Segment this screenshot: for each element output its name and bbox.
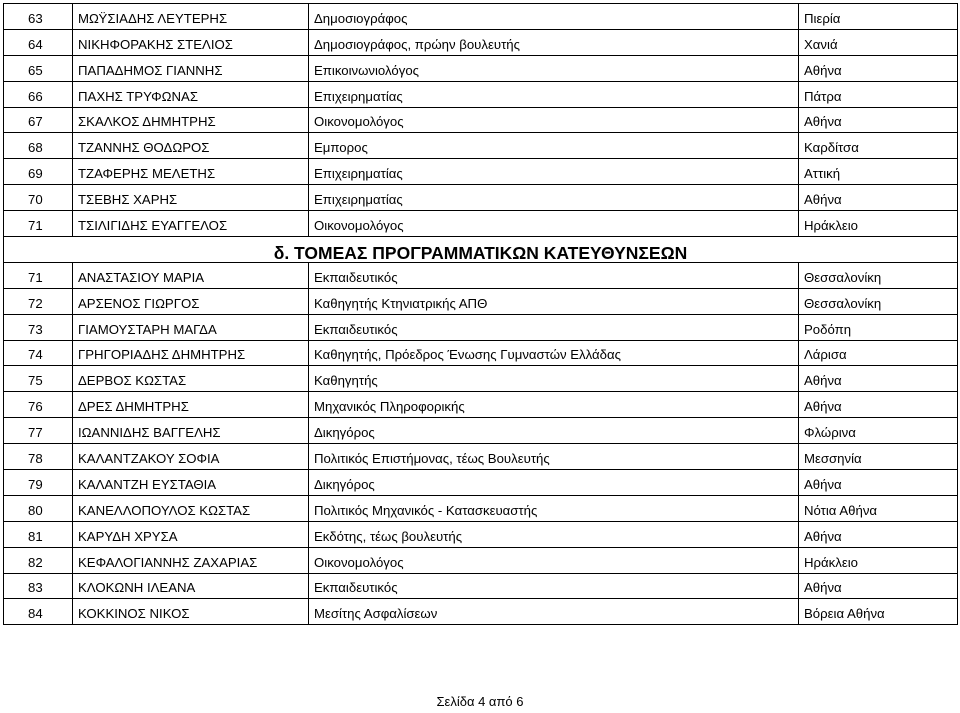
row-number: 75 <box>4 366 73 392</box>
table-row <box>4 521 958 547</box>
row-number: 82 <box>4 547 73 573</box>
row-number: 69 <box>4 159 73 185</box>
row-number: 81 <box>4 521 73 547</box>
person-name: ΚΟΚΚΙΝΟΣ ΝΙΚΟΣ <box>73 599 309 625</box>
row-number: 70 <box>4 185 73 211</box>
table-row <box>4 392 958 418</box>
row-number: 79 <box>4 470 73 496</box>
person-name: ΤΖΑΦΕΡΗΣ ΜΕΛΕΤΗΣ <box>73 159 309 185</box>
person-name: ΚΕΦΑΛΟΓΙΑΝΝΗΣ ΖΑΧΑΡΙΑΣ <box>73 547 309 573</box>
person-name: ΚΛΟΚΩΝΗ ΙΛΕΑΝΑ <box>73 573 309 599</box>
table-row <box>4 340 958 366</box>
table-row <box>4 495 958 521</box>
region: Θεσσαλονίκη <box>799 288 958 314</box>
table-row <box>4 107 958 133</box>
row-number: 71 <box>4 211 73 237</box>
person-name: ΜΩΫΣΙΑΔΗΣ ΛΕΥΤΕΡΗΣ <box>73 4 309 30</box>
occupation: Μηχανικός Πληροφορικής <box>309 392 799 418</box>
occupation: Επιχειρηματίας <box>309 159 799 185</box>
table-row <box>4 262 958 288</box>
row-number: 83 <box>4 573 73 599</box>
candidates-table <box>3 3 958 625</box>
region: Πιερία <box>799 4 958 30</box>
table-row <box>4 573 958 599</box>
occupation: Εκπαιδευτικός <box>309 262 799 288</box>
table-row <box>4 470 958 496</box>
row-number: 72 <box>4 288 73 314</box>
occupation: Δικηγόρος <box>309 418 799 444</box>
row-number: 77 <box>4 418 73 444</box>
person-name: ΤΣΕΒΗΣ ΧΑΡΗΣ <box>73 185 309 211</box>
occupation: Επιχειρηματίας <box>309 81 799 107</box>
row-number: 65 <box>4 55 73 81</box>
occupation: Πολιτικός Μηχανικός - Κατασκευαστής <box>309 495 799 521</box>
region: Χανιά <box>799 29 958 55</box>
occupation: Δικηγόρος <box>309 470 799 496</box>
table-row <box>4 185 958 211</box>
region: Πάτρα <box>799 81 958 107</box>
row-number: 78 <box>4 444 73 470</box>
region: Αθήνα <box>799 573 958 599</box>
row-number: 73 <box>4 314 73 340</box>
region: Μεσσηνία <box>799 444 958 470</box>
occupation: Καθηγητής, Πρόεδρος Ένωσης Γυμναστών Ελλάδας <box>309 340 799 366</box>
table-row <box>4 418 958 444</box>
occupation: Οικονομολόγος <box>309 547 799 573</box>
row-number: 67 <box>4 107 73 133</box>
region: Αθήνα <box>799 107 958 133</box>
section-heading: δ. ΤΟΜΕΑΣ ΠΡΟΓΡΑΜΜΑΤΙΚΩΝ ΚΑΤΕΥΘΥΝΣΕΩΝ <box>4 237 958 263</box>
person-name: ΑΝΑΣΤΑΣΙΟΥ ΜΑΡΙΑ <box>73 262 309 288</box>
region: Αττική <box>799 159 958 185</box>
table-row <box>4 81 958 107</box>
person-name: ΓΡΗΓΟΡΙΑΔΗΣ ΔΗΜΗΤΡΗΣ <box>73 340 309 366</box>
candidates-table-body <box>4 4 958 625</box>
region: Αθήνα <box>799 392 958 418</box>
person-name: ΔΡΕΣ ΔΗΜΗΤΡΗΣ <box>73 392 309 418</box>
table-row <box>4 366 958 392</box>
occupation: Δημοσιογράφος <box>309 4 799 30</box>
occupation: Πολιτικός Επιστήμονας, τέως Βουλευτής <box>309 444 799 470</box>
region: Ροδόπη <box>799 314 958 340</box>
row-number: 66 <box>4 81 73 107</box>
table-row <box>4 547 958 573</box>
region: Βόρεια Αθήνα <box>799 599 958 625</box>
person-name: ΣΚΑΛΚΟΣ ΔΗΜΗΤΡΗΣ <box>73 107 309 133</box>
person-name: ΑΡΣΕΝΟΣ ΓΙΩΡΓΟΣ <box>73 288 309 314</box>
page-number-label: Σελίδα 4 από 6 <box>436 694 524 709</box>
person-name: ΔΕΡΒΟΣ ΚΩΣΤΑΣ <box>73 366 309 392</box>
row-number: 80 <box>4 495 73 521</box>
table-row <box>4 29 958 55</box>
region: Καρδίτσα <box>799 133 958 159</box>
region: Αθήνα <box>799 185 958 211</box>
person-name: ΝΙΚΗΦΟΡΑΚΗΣ ΣΤΕΛΙΟΣ <box>73 29 309 55</box>
table-row <box>4 159 958 185</box>
table-row <box>4 599 958 625</box>
occupation: Εκδότης, τέως βουλευτής <box>309 521 799 547</box>
region: Φλώρινα <box>799 418 958 444</box>
row-number: 76 <box>4 392 73 418</box>
occupation: Εκπαιδευτικός <box>309 314 799 340</box>
region: Αθήνα <box>799 470 958 496</box>
occupation: Μεσίτης Ασφαλίσεων <box>309 599 799 625</box>
person-name: ΙΩΑΝΝΙΔΗΣ ΒΑΓΓΕΛΗΣ <box>73 418 309 444</box>
occupation: Οικονομολόγος <box>309 211 799 237</box>
table-row <box>4 288 958 314</box>
occupation: Καθηγητής Κτηνιατρικής ΑΠΘ <box>309 288 799 314</box>
region: Αθήνα <box>799 366 958 392</box>
person-name: ΤΣΙΛΙΓΙΔΗΣ ΕΥΑΓΓΕΛΟΣ <box>73 211 309 237</box>
region: Θεσσαλονίκη <box>799 262 958 288</box>
person-name: ΚΑΛΑΝΤΖΑΚΟΥ ΣΟΦΙΑ <box>73 444 309 470</box>
row-number: 64 <box>4 29 73 55</box>
row-number: 68 <box>4 133 73 159</box>
page-footer <box>0 694 960 709</box>
region: Αθήνα <box>799 521 958 547</box>
row-number: 63 <box>4 4 73 30</box>
person-name: ΠΑΧΗΣ ΤΡΥΦΩΝΑΣ <box>73 81 309 107</box>
region: Νότια Αθήνα <box>799 495 958 521</box>
row-number: 74 <box>4 340 73 366</box>
person-name: ΚΑΡΥΔΗ ΧΡΥΣΑ <box>73 521 309 547</box>
region: Ηράκλειο <box>799 211 958 237</box>
region: Ηράκλειο <box>799 547 958 573</box>
person-name: ΚΑΝΕΛΛΟΠΟΥΛΟΣ ΚΩΣΤΑΣ <box>73 495 309 521</box>
occupation: Οικονομολόγος <box>309 107 799 133</box>
occupation: Καθηγητής <box>309 366 799 392</box>
table-row <box>4 133 958 159</box>
occupation: Δημοσιογράφος, πρώην βουλευτής <box>309 29 799 55</box>
occupation: Επικοινωνιολόγος <box>309 55 799 81</box>
table-row <box>4 314 958 340</box>
table-row <box>4 444 958 470</box>
row-number: 71 <box>4 262 73 288</box>
occupation: Εμπορος <box>309 133 799 159</box>
region: Αθήνα <box>799 55 958 81</box>
section-heading-row <box>4 237 958 263</box>
occupation: Επιχειρηματίας <box>309 185 799 211</box>
person-name: ΤΖΑΝΝΗΣ ΘΟΔΩΡΟΣ <box>73 133 309 159</box>
person-name: ΚΑΛΑΝΤΖΗ ΕΥΣΤΑΘΙΑ <box>73 470 309 496</box>
table-row <box>4 55 958 81</box>
table-row <box>4 4 958 30</box>
region: Λάρισα <box>799 340 958 366</box>
occupation: Εκπαιδευτικός <box>309 573 799 599</box>
person-name: ΓΙΑΜΟΥΣΤΑΡΗ ΜΑΓΔΑ <box>73 314 309 340</box>
person-name: ΠΑΠΑΔΗΜΟΣ ΓΙΑΝΝΗΣ <box>73 55 309 81</box>
table-row <box>4 211 958 237</box>
row-number: 84 <box>4 599 73 625</box>
